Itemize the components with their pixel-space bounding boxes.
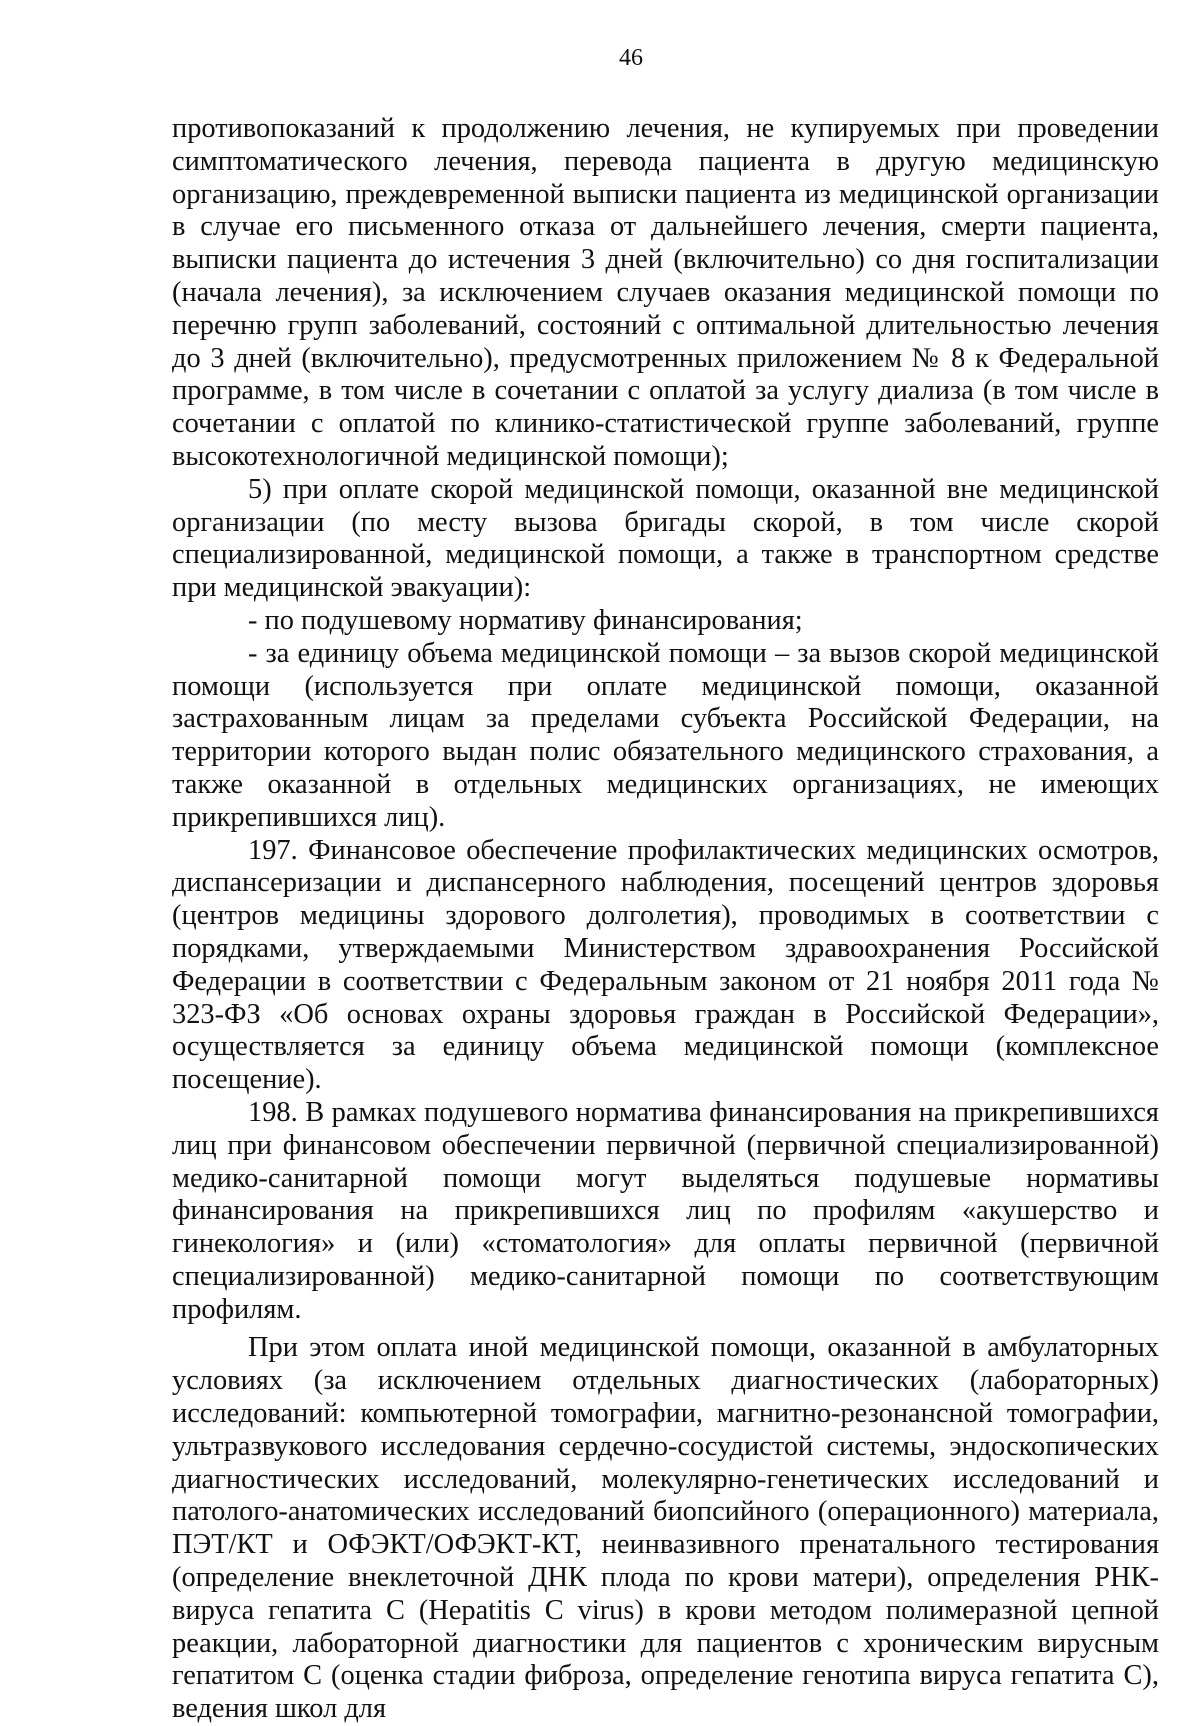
page-number: 46 bbox=[619, 45, 643, 71]
paragraph-item-5-dash-1: - по подушевому нормативу финансирования; bbox=[248, 604, 803, 636]
document-body bbox=[172, 113, 1159, 1726]
paragraph-item-5: 5) при оплате скорой медицинской помощи, оказанной вне медицинской организации (по месту вызова бригады скорой, в том числе скорой специализированной, медицинской помощи, а также в транспортном средстве при медицинской эвакуации): bbox=[172, 473, 1159, 604]
paragraph-clause-198: 198. В рамках подушевого норматива финансирования на прикрепившихся лиц при финансовом обеспечении первичной (первичной специализированной) медико-санитарной помощи могут выделяться подушевые нормативы финансирования на прикрепившихся лиц по профилям «акушерство и гинекология» и (или) «стоматология» для оплаты первичной (первичной специализированной) медико-санитарной помощи по соответствующим профилям. bbox=[172, 1096, 1159, 1325]
paragraph-item-5-dash-2: - за единицу объема медицинской помощи – за вызов скорой медицинской помощи (используется при оплате медицинской помощи, оказанной застрахованным лицам за пределами субъекта Российской Федерации, на территории которого выдан полис обязательного медицинского страхования, а также оказанной в отдельных медицинских организациях, не имеющих прикрепившихся лиц). bbox=[172, 637, 1159, 833]
paragraph-continuation: противопоказаний к продолжению лечения, не купируемых при проведении симптоматического лечения, перевода пациента в другую медицинскую организацию, преждевременной выписки пациента из медицинской организации в случае его письменного отказа от дальнейшего лечения, смерти пациента, выписки пациента до истечения 3 дней (включительно) со дня госпитализации (начала лечения), за исключением случаев оказания медицинской помощи по перечню групп заболеваний, состояний с оптимальной длительностью лечения до 3 дней (включительно), предусмотренных приложением № 8 к Федеральной программе, в том числе в сочетании с оплатой за услугу диализа (в том числе в сочетании с оплатой по клинико-статистической группе заболеваний, группе высокотехнологичной медицинской помощи); bbox=[172, 113, 1159, 472]
paragraph-clause-198-part-2: При этом оплата иной медицинской помощи, оказанной в амбулаторных условиях (за исключением отдельных диагностических (лабораторных) исследований: компьютерной томографии, магнитно-резонансной томографии, ультразвукового исследования сердечно-сосудистой системы, эндоскопических диагностических исследований, молекулярно-генетических исследований и патолого-анатомических исследований биопсийного (операционного) материала, ПЭТ/КТ и ОФЭКТ/ОФЭКТ-КТ, неинвазивного пренатального тестирования (определение внеклеточной ДНК плода по крови матери), определения РНК-вируса гепатита С (Hepatitis C virus) в крови методом полимеразной цепной реакции, лабораторной диагностики для пациентов с хроническим вирусным гепатитом С (оценка стадии фиброза, определение генотипа вируса гепатита С), ведения школ для bbox=[172, 1332, 1159, 1725]
paragraph-clause-197: 197. Финансовое обеспечение профилактических медицинских осмотров, диспансеризации и диспансерного наблюдения, посещений центров здоровья (центров медицины здорового долголетия), проводимых в соответствии с порядками, утверждаемыми Министерством здравоохранения Российской Федерации в соответствии с Федеральным законом от 21 ноября 2011 года № 323-ФЗ «Об основах охраны здоровья граждан в Российской Федерации», осуществляется за единицу объема медицинской помощи (комплексное посещение). bbox=[172, 834, 1159, 1096]
